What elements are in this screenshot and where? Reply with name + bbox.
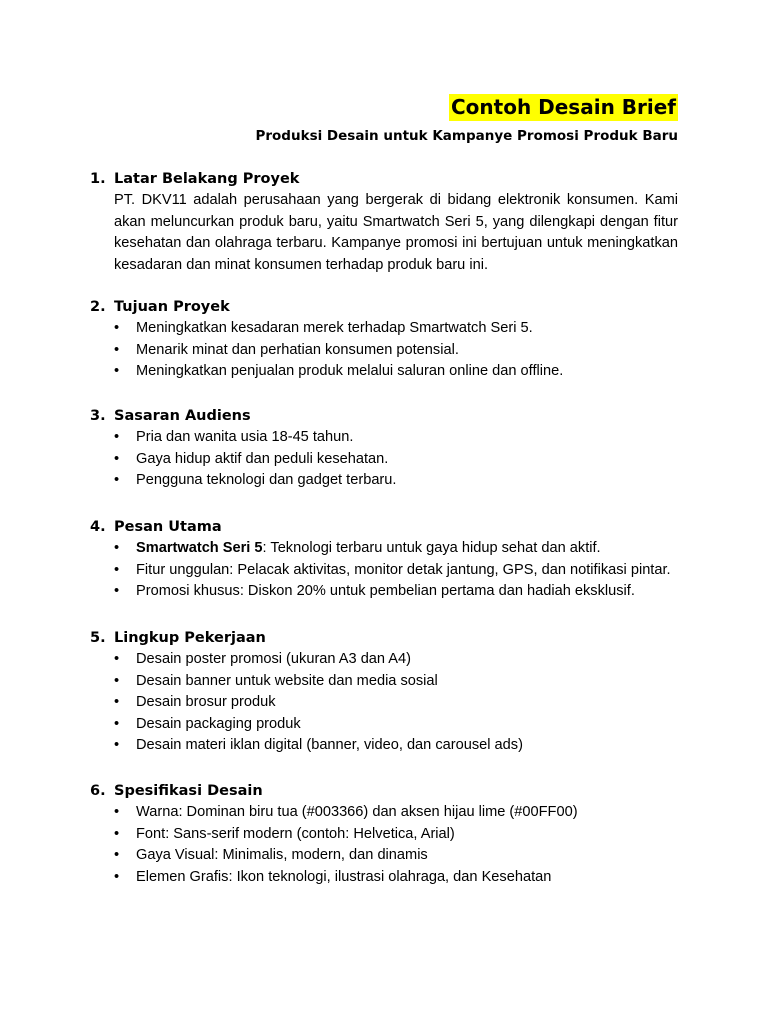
list-item-text: : Teknologi terbaru untuk gaya hidup sehat dan aktif. <box>262 540 601 556</box>
list-item <box>90 340 678 362</box>
list-item-text: Desain poster promosi (ukuran A3 dan A4) <box>136 651 412 667</box>
section-title: Tujuan Proyek <box>114 299 230 315</box>
section-lingkup-pekerjaan <box>90 627 678 757</box>
section-heading <box>90 296 678 318</box>
list-item-text: Warna: Dominan biru tua (#003366) dan aksen hijau lime (#00FF00) <box>136 804 578 820</box>
list-item <box>90 867 678 889</box>
bullet-icon: • <box>114 341 120 358</box>
list-item <box>90 538 678 560</box>
section-title: Sasaran Audiens <box>114 408 251 424</box>
list-item <box>90 735 678 757</box>
bullet-icon: • <box>114 868 120 885</box>
list-item <box>90 714 678 736</box>
section-number: 4. <box>90 519 106 535</box>
list-item-text: Desain materi iklan digital (banner, video, dan carousel ads) <box>136 737 523 754</box>
bullet-icon: • <box>114 561 120 578</box>
page-title: Contoh Desain Brief <box>450 95 676 119</box>
bullet-list <box>90 802 678 888</box>
section-title: Pesan Utama <box>114 519 222 535</box>
section-title: Latar Belakang Proyek <box>114 171 300 187</box>
bullet-icon: • <box>114 472 120 489</box>
list-item-text: Meningkatkan kesadaran merek terhadap Smartwatch Seri 5. <box>136 320 533 336</box>
bullet-icon: • <box>114 804 120 820</box>
list-item-text: Menarik minat dan perhatian konsumen potensial. <box>136 341 459 358</box>
page-subtitle: Produksi Desain untuk Kampanye Promosi Produk Baru <box>255 128 678 144</box>
list-item-text: Font: Sans-serif modern (contoh: Helvetica, Arial) <box>136 825 455 842</box>
section-spesifikasi-desain <box>90 780 678 888</box>
list-item-text: Desain brosur produk <box>136 694 276 711</box>
section-latar-belakang <box>90 168 678 276</box>
list-item <box>90 671 678 693</box>
list-item <box>90 824 678 846</box>
section-sasaran-audiens <box>90 405 678 492</box>
list-item <box>90 649 678 671</box>
section-number: 3. <box>90 408 106 424</box>
list-item <box>90 581 678 603</box>
bullet-icon: • <box>114 583 120 600</box>
bullet-list <box>90 427 678 492</box>
bullet-icon: • <box>114 737 120 754</box>
list-item <box>90 692 678 714</box>
list-item <box>90 470 678 492</box>
list-item-text: Gaya Visual: Minimalis, modern, dan dinamis <box>136 847 428 864</box>
bullet-icon: • <box>114 847 120 864</box>
list-item <box>90 560 678 582</box>
bullet-icon: • <box>114 540 120 556</box>
section-number: 6. <box>90 783 106 799</box>
list-item-text: Pria dan wanita usia 18-45 tahun. <box>136 429 354 445</box>
bullet-list <box>90 649 678 757</box>
section-heading <box>90 168 678 190</box>
list-item <box>90 361 678 383</box>
list-item-text: Meningkatkan penjualan produk melalui saluran online dan offline. <box>136 363 564 380</box>
section-number: 5. <box>90 630 106 646</box>
bullet-icon: • <box>114 651 120 667</box>
bullet-icon: • <box>114 825 120 842</box>
bullet-list <box>90 318 678 383</box>
bullet-list <box>90 538 678 603</box>
list-item-text: Gaya hidup aktif dan peduli kesehatan. <box>136 450 389 467</box>
bullet-icon: • <box>114 320 120 336</box>
section-title: Lingkup Pekerjaan <box>114 630 266 646</box>
section-heading <box>90 405 678 427</box>
list-item-text: Desain banner untuk website dan media sosial <box>136 672 438 689</box>
bullet-icon: • <box>114 429 120 445</box>
list-item-text: Fitur unggulan: Pelacak aktivitas, monitor detak jantung, GPS, dan notifikasi pintar. <box>136 561 671 578</box>
list-item-text: Elemen Grafis: Ikon teknologi, ilustrasi olahraga, dan Kesehatan <box>136 868 552 885</box>
list-item-bold-text: Smartwatch Seri 5 <box>136 540 263 556</box>
list-item <box>90 427 678 449</box>
section-number: 2. <box>90 299 106 315</box>
list-item-text: Desain packaging produk <box>136 715 301 732</box>
list-item <box>90 802 678 824</box>
bullet-icon: • <box>114 363 120 380</box>
bullet-icon: • <box>114 672 120 689</box>
section-tujuan-proyek <box>90 296 678 383</box>
section-heading <box>90 627 678 649</box>
list-item <box>90 318 678 340</box>
bullet-icon: • <box>114 694 120 711</box>
section-heading <box>90 780 678 802</box>
bullet-icon: • <box>114 715 120 732</box>
list-item-text: Promosi khusus: Diskon 20% untuk pembelian pertama dan hadiah eksklusif. <box>136 583 635 600</box>
section-pesan-utama <box>90 516 678 603</box>
section-heading <box>90 516 678 538</box>
list-item-text: Pengguna teknologi dan gadget terbaru. <box>136 472 397 489</box>
section-number: 1. <box>90 171 106 187</box>
section-paragraph: PT. DKV11 adalah perusahaan yang bergerak di bidang elektronik konsumen. Kami akan meluncurkan produk baru, yaitu Smartwatch Seri 5, yang dilengkapi dengan fitur kesehatan dan olahraga terbaru. Kampanye promosi ini bertujuan untuk meningkatkan kesadaran dan minat konsumen terhadap produk baru ini. <box>114 192 678 273</box>
title-wrap <box>449 94 678 121</box>
list-item <box>90 449 678 471</box>
section-title: Spesifikasi Desain <box>114 783 263 799</box>
bullet-icon: • <box>114 450 120 467</box>
list-item <box>90 845 678 867</box>
